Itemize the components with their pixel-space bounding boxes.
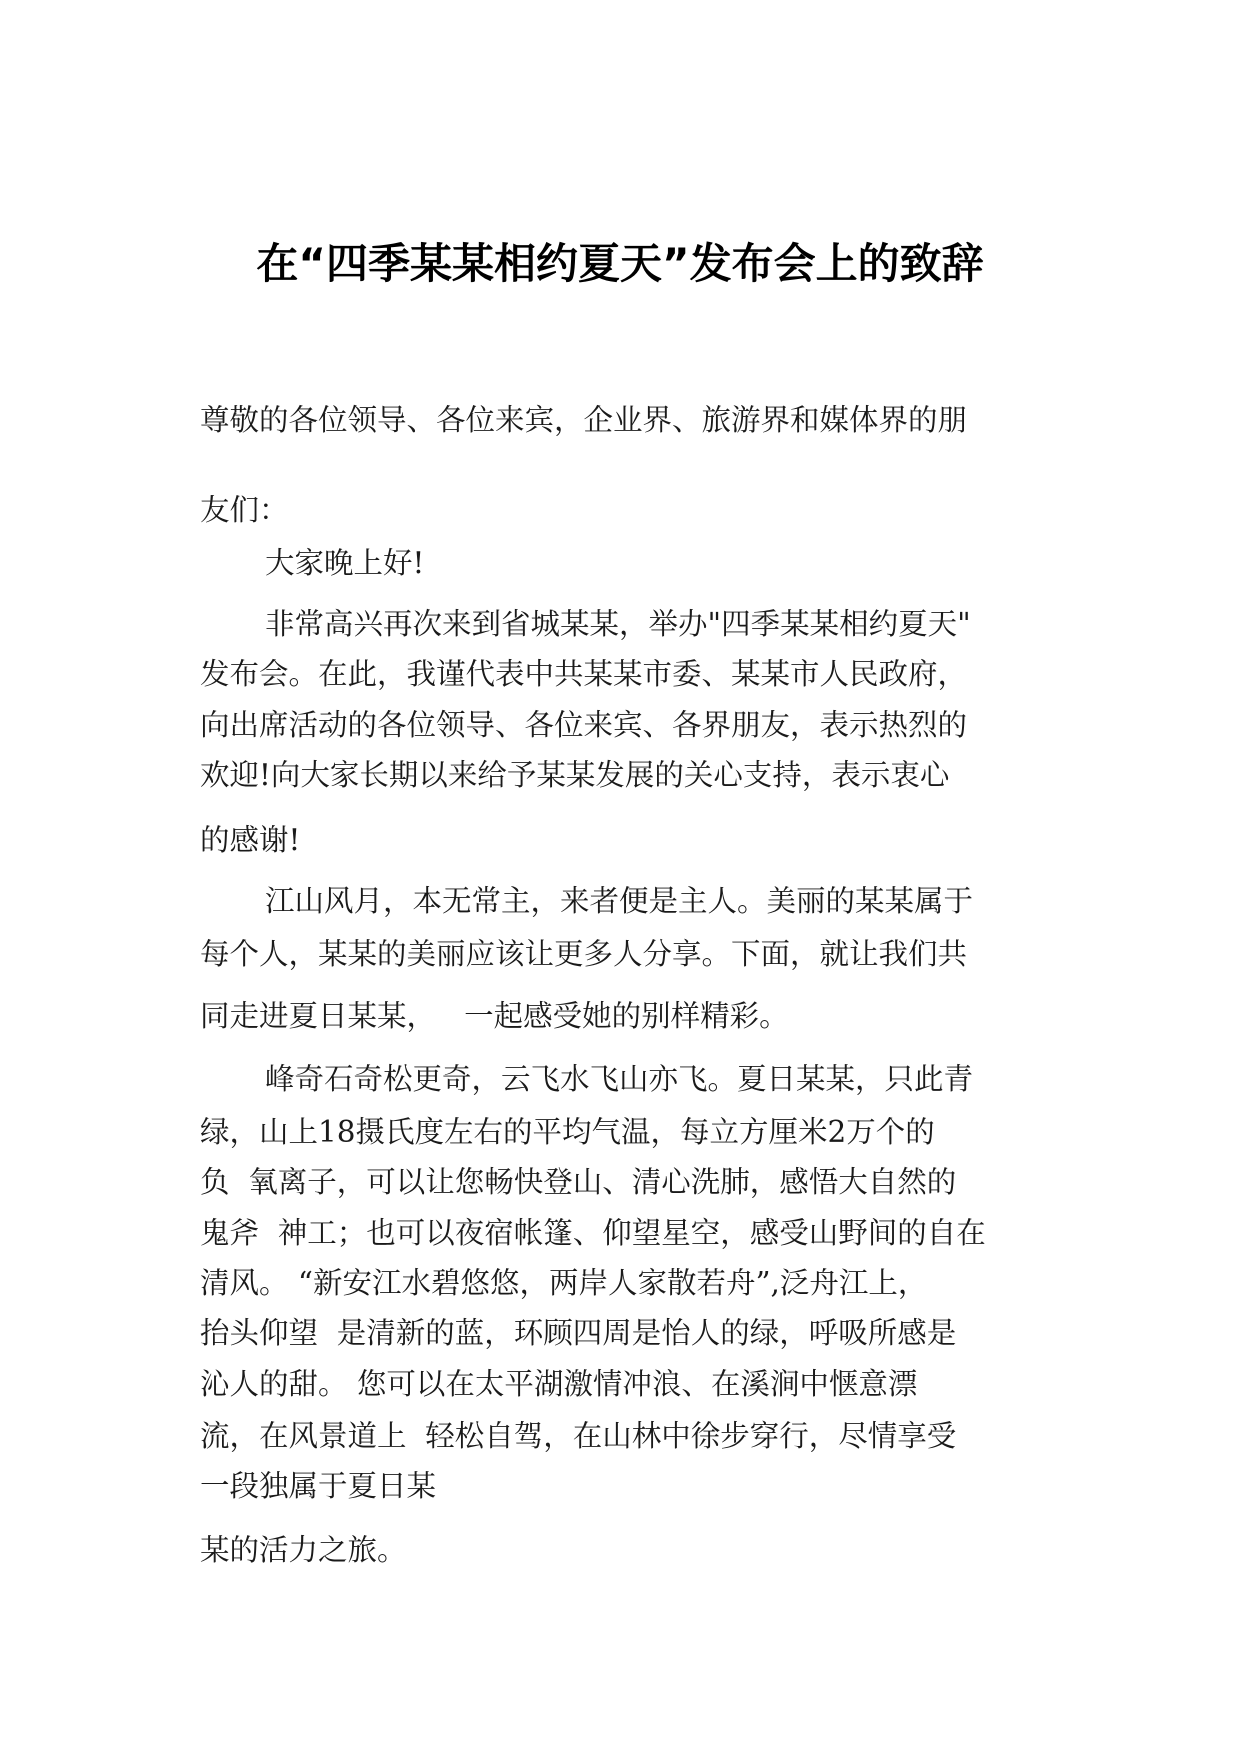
paragraph-4-line-4: 鬼斧 神工；也可以夜宿帐篷、仰望星空，感受山野间的自在	[200, 1216, 986, 1250]
paragraph-3-line-1: 江山风月，本无常主，来者便是主人。美丽的某某属于	[265, 884, 974, 918]
document-title: 在“四季某某相约夏天”发布会上的致辞	[256, 239, 984, 288]
paragraph-4-line-1: 峰奇石奇松更奇，云飞水飞山亦飞。夏日某某，只此青	[265, 1062, 974, 1096]
paragraph-3-line-3: 同走进夏日某某， 一起感受她的别样精彩。	[200, 999, 789, 1033]
salutation-line-2: 友们：	[200, 493, 289, 527]
paragraph-4-line-6: 抬头仰望 是清新的蓝，环顾四周是怡人的绿，呼吸所感是	[200, 1316, 957, 1350]
paragraph-2-line-4: 欢迎!向大家长期以来给予某某发展的关心支持，表示衷心	[200, 758, 950, 792]
paragraph-4-line-9: 一段独属于夏日某	[200, 1469, 437, 1503]
paragraph-3-line-2: 每个人，某某的美丽应该让更多人分享。下面，就让我们共	[200, 937, 968, 971]
paragraph-4-line-10: 某的活力之旅。	[200, 1533, 407, 1567]
paragraph-2-line-3: 向出席活动的各位领导、各位来宾、各界朋友，表示热烈的	[200, 708, 968, 742]
paragraph-2-line-1: 非常高兴再次来到省城某某，举办"四季某某相约夏天"	[265, 607, 971, 641]
paragraph-4-line-8: 流，在风景道上 轻松自驾，在山林中徐步穿行，尽情享受	[200, 1419, 957, 1453]
salutation-line-1: 尊敬的各位领导、各位来宾，企业界、旅游界和媒体界的朋	[200, 403, 968, 437]
paragraph-2-line-5: 的感谢!	[200, 823, 301, 857]
paragraph-4-line-2: 绿，山上18摄氏度左右的平均气温，每立方厘米2万个的	[200, 1115, 935, 1149]
paragraph-4-line-5: 清风。 “新安江水碧悠悠，两岸人家散若舟”,泛舟江上，	[200, 1266, 928, 1300]
paragraph-2-line-2: 发布会。在此，我谨代表中共某某市委、某某市人民政府，	[200, 657, 968, 691]
paragraph-4-line-3: 负 氧离子，可以让您畅快登山、清心洗肺，感悟大自然的	[200, 1165, 957, 1199]
paragraph-4-line-7: 沁人的甜。 您可以在太平湖激情冲浪、在溪涧中惬意漂	[200, 1367, 918, 1401]
greeting-line: 大家晚上好!	[265, 546, 425, 580]
